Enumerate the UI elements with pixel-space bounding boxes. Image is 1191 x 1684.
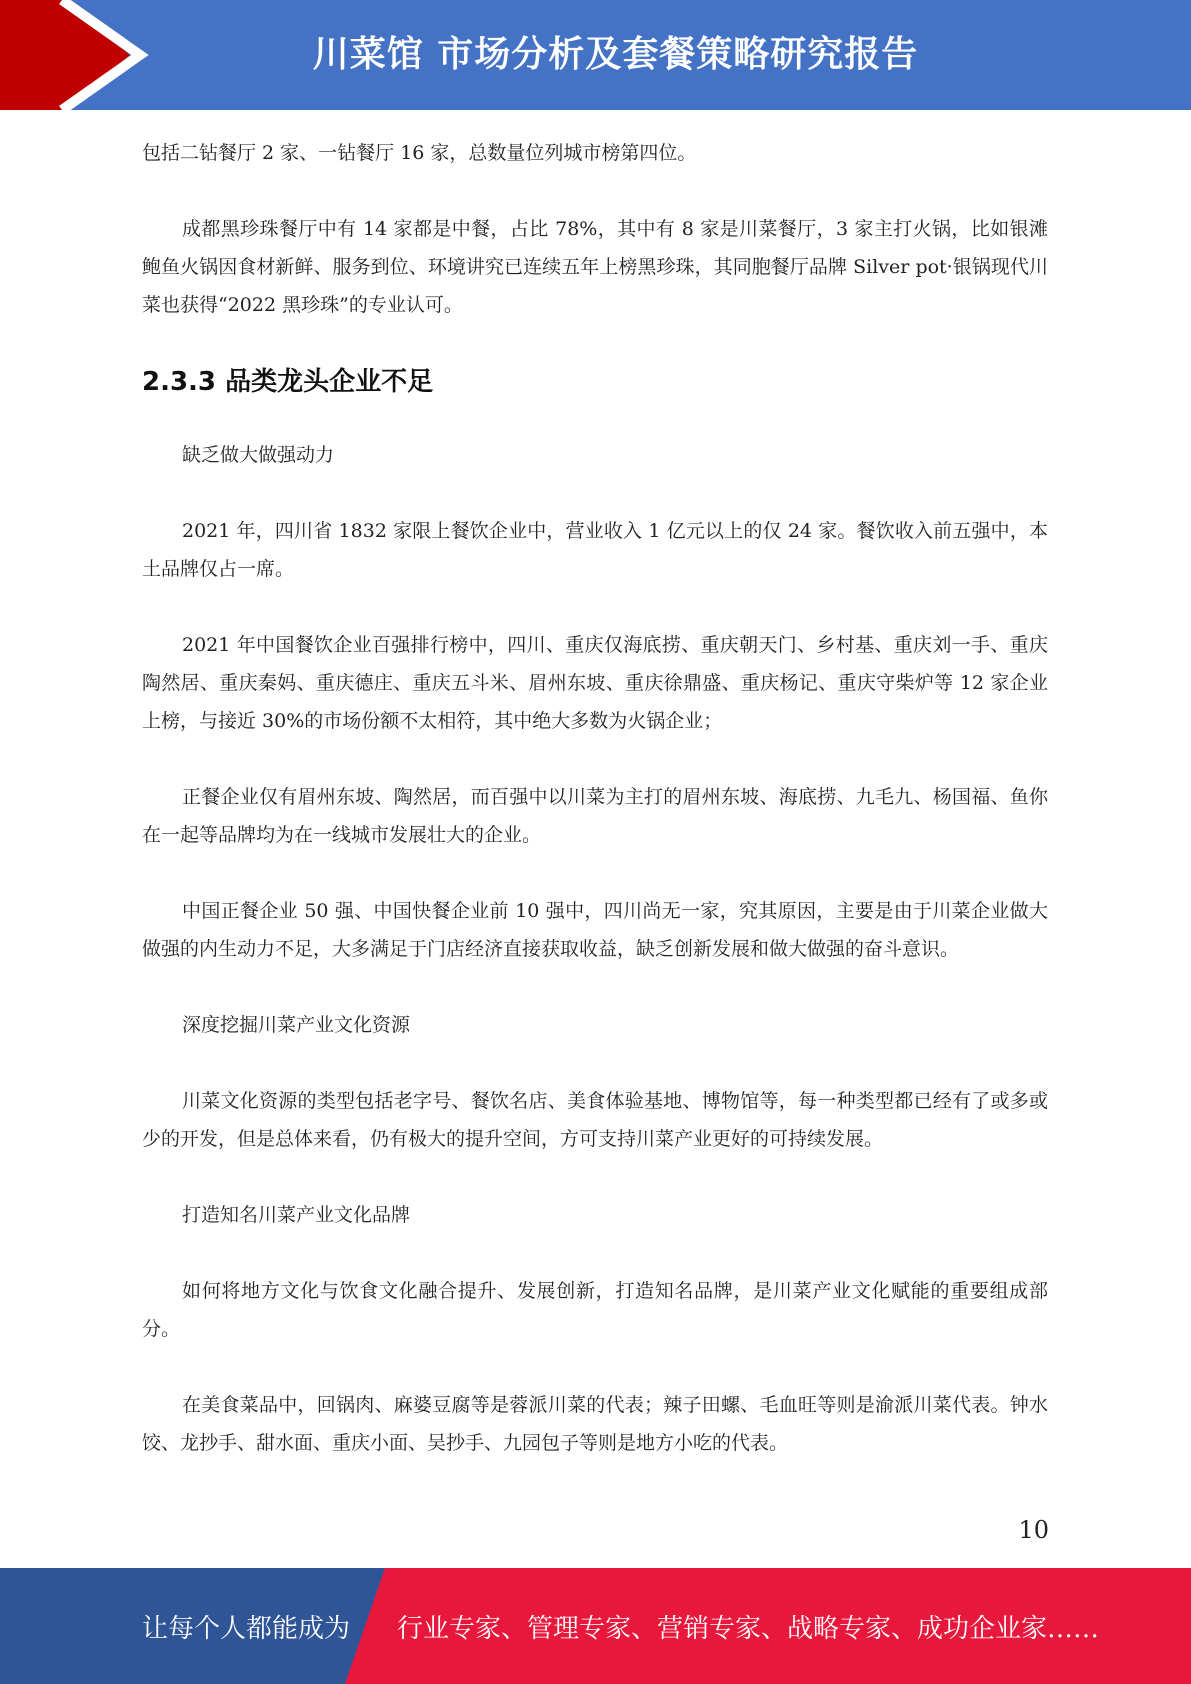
- paragraph: 成都黑珍珠餐厅中有 14 家都是中餐，占比 78%，其中有 8 家是川菜餐厅，3 家主打火锅，比如银滩鲍鱼火锅因食材新鲜、服务到位、环境讲究已连续五年上榜黑珍珠，其同胞餐厅品牌 Silver pot·银锅现代川菜也获得“2022 黑珍珠”的专业认可。: [142, 218, 1048, 316]
- page-header: [0, 0, 1191, 110]
- section-heading: 2.3.3 品类龙头企业不足: [142, 367, 434, 397]
- page-number: 10: [1018, 1516, 1049, 1544]
- paragraph: 正餐企业仅有眉州东坡、陶然居，而百强中以川菜为主打的眉州东坡、海底捞、九毛九、杨国福、鱼你在一起等品牌均为在一线城市发展壮大的企业。: [142, 786, 1048, 846]
- subtopic-label: 缺乏做大做强动力: [182, 444, 335, 466]
- paragraph: 2021 年中国餐饮企业百强排行榜中，四川、重庆仅海底捞、重庆朝天门、乡村基、重庆刘一手、重庆陶然居、重庆秦妈、重庆德庄、重庆五斗米、眉州东坡、重庆徐鼎盛、重庆杨记、重庆守柴炉等 12 家企业上榜，与接近 30%的市场份额不太相符，其中绝大多数为火锅企业；: [142, 634, 1048, 732]
- footer-slogan-left: 让每个人都能成为: [142, 1614, 351, 1644]
- report-title: 川菜馆 市场分析及套餐策略研究报告: [312, 34, 919, 75]
- subtopic-label: 深度挖掘川菜产业文化资源: [182, 1014, 411, 1036]
- paragraph: 包括二钻餐厅 2 家、一钻餐厅 16 家，总数量位列城市榜第四位。: [142, 142, 697, 164]
- subtopic-label: 打造知名川菜产业文化品牌: [182, 1204, 411, 1226]
- paragraph: 在美食菜品中，回锅肉、麻婆豆腐等是蓉派川菜的代表；辣子田螺、毛血旺等则是渝派川菜代表。钟水饺、龙抄手、甜水面、重庆小面、吴抄手、九园包子等则是地方小吃的代表。: [142, 1394, 1048, 1454]
- paragraph: 川菜文化资源的类型包括老字号、餐饮名店、美食体验基地、博物馆等，每一种类型都已经有了或多或少的开发，但是总体来看，仍有极大的提升空间，方可支持川菜产业更好的可持续发展。: [142, 1090, 1048, 1150]
- main-content: [142, 134, 1048, 1500]
- paragraph: 如何将地方文化与饮食文化融合提升、发展创新，打造知名品牌，是川菜产业文化赋能的重要组成部分。: [142, 1280, 1048, 1340]
- page-footer: [0, 1568, 1191, 1684]
- paragraph: 中国正餐企业 50 强、中国快餐企业前 10 强中，四川尚无一家，究其原因，主要是由于川菜企业做大做强的内生动力不足，大多满足于门店经济直接获取收益，缺乏创新发展和做大做强的奋斗意识。: [142, 900, 1048, 960]
- footer-slogan-right: 行业专家、管理专家、营销专家、战略专家、成功企业家……: [397, 1614, 1100, 1644]
- paragraph: 2021 年，四川省 1832 家限上餐饮企业中，营业收入 1 亿元以上的仅 24 家。餐饮收入前五强中，本土品牌仅占一席。: [142, 520, 1048, 580]
